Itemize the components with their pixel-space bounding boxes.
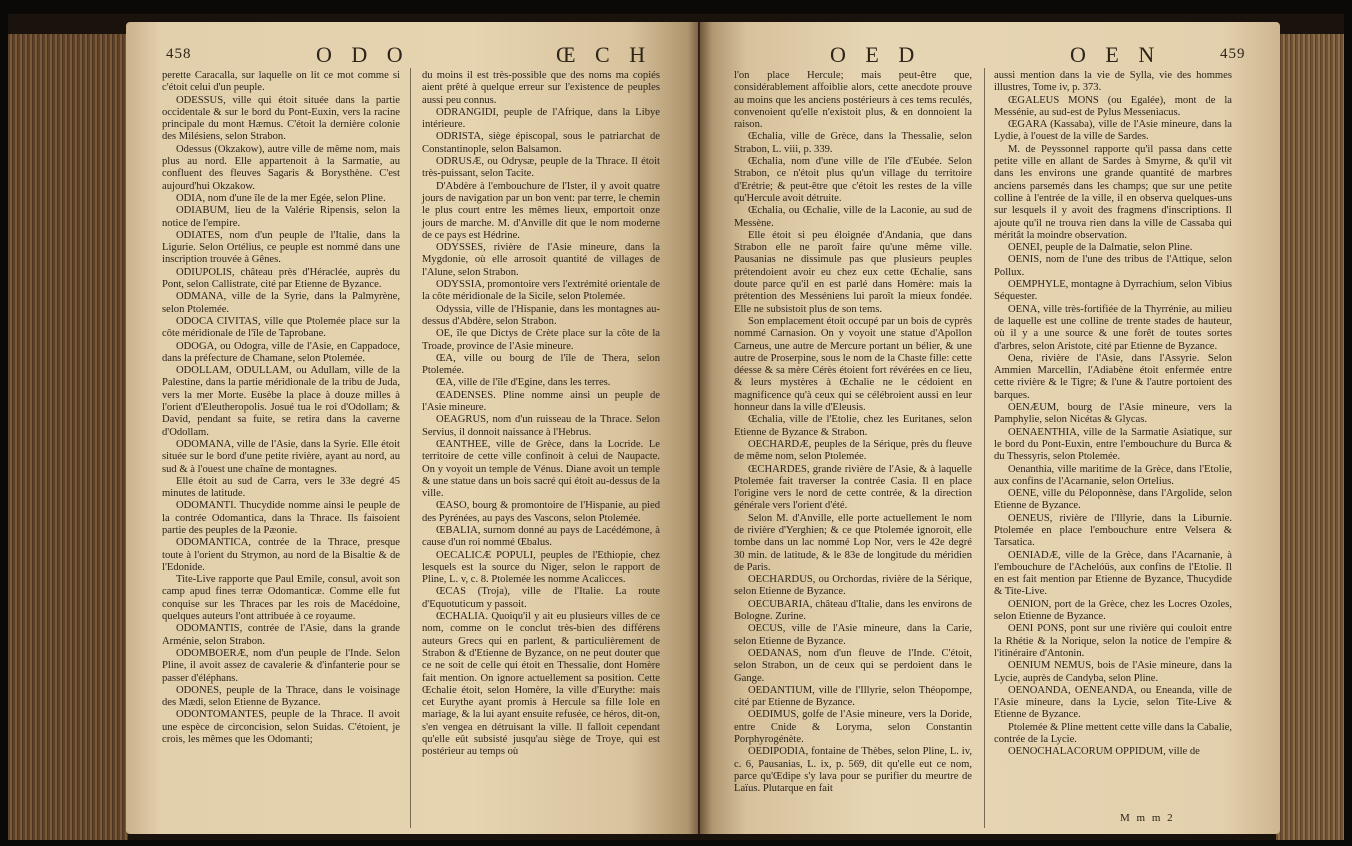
dictionary-entry: OECALICÆ POPULI, peuples de l'Ethiopie, chez lesquels est la source du Niger, selon le rapport de Pline, L. v, c. 8. Ptolemée les nomme Acalicces. bbox=[422, 549, 660, 586]
signature-mark: M m m 2 bbox=[1120, 812, 1175, 824]
column-rule bbox=[984, 68, 985, 828]
dictionary-entry: ODMANA, ville de la Syrie, dans la Palmyrène, selon Ptolemée. bbox=[162, 291, 400, 315]
dictionary-entry: OE, île que Dictys de Crète place sur la côte de la Troade, province de l'Asie mineure. bbox=[422, 328, 660, 352]
dictionary-entry: ŒCHARDES, grande rivière de l'Asie, & à laquelle Ptolemée fait traverser la contrée Casia. Il en place l'origine vers le nord de cette contrée, & la direction générale vers l'orient d'été. bbox=[734, 463, 972, 512]
right-running-head-2: O E N bbox=[1070, 42, 1162, 67]
dictionary-entry: ŒCAS (Troja), ville de l'Italie. La route d'Equotuticum y passoit. bbox=[422, 586, 660, 610]
right-column-2 bbox=[994, 70, 1232, 759]
dictionary-entry: ŒGARA (Kassaba), ville de l'Asie mineure, dans la Lydie, à l'ouest de la ville de Sardes. bbox=[994, 119, 1232, 143]
dictionary-entry: ODRISTA, siège épiscopal, sous le patriarchat de Constantinople, selon Balsamon. bbox=[422, 131, 660, 155]
dictionary-entry: ŒA, ville de l'île d'Egine, dans les terres. bbox=[436, 377, 611, 389]
left-column-1 bbox=[162, 70, 400, 746]
dictionary-entry: Œchalia, ou Œchalie, ville de la Laconie, au sud de Messène. bbox=[734, 205, 972, 229]
dictionary-entry: Œchalia, ville de l'Etolie, chez les Euritanes, selon Etienne de Byzance & Strabon. bbox=[734, 414, 972, 438]
dictionary-entry: ODYSSES, rivière de l'Asie mineure, dans la Mygdonie, où elle arrosoit quantité de villages de l'Alune, selon Strabon. bbox=[422, 242, 660, 278]
dictionary-entry: OENION, port de la Grèce, chez les Locres Ozoles, selon Etienne de Byzance. bbox=[994, 598, 1232, 623]
dictionary-entry: l'on place Hercule; mais peut-être que, considérablement affoiblie alors, cette anecdote prouve au moins que les anciens postérieurs à ces tems reculés, convenoient qu'elle n'existoit plus, & en donnoient la raison. bbox=[734, 70, 972, 131]
dictionary-entry: ŒCHALIA. Quoiqu'il y ait eu plusieurs villes de ce nom, comme on le conclut très-bien des différens auteurs Grecs qui en parlent, & particulièrement de Strabon & d'Etienne de Byzance, on ne peut douter que ce ne soit de celle qui étoit en Thessalie, dont Homère fait mention. On ignore actuellement sa position. Cette Œchalie étoit, selon Homère, la ville d'Eurythe: mais cet Eurythe ayant promis à Hercule sa fille Iole en mariage, & la lui ayant ensuite refusée, ce héros, dit-on, s'en vengea en détruisant la ville. Il falloit cependant qu'elle eût subsisté jusqu'au siège de Troye, qui est postérieur au temps où bbox=[422, 611, 660, 758]
right-column-1 bbox=[734, 70, 972, 796]
dictionary-entry: Ptolemée & Pline mettent cette ville dans la Cabalie, contrée de la Lycie. bbox=[994, 721, 1232, 746]
dictionary-entry: perette Caracalla, sur laquelle on lit ce mot comme si c'étoit celui d'un peuple. bbox=[162, 70, 400, 94]
dictionary-entry: Œchalia, ville de Grèce, dans la Thessalie, selon Strabon, L. viii, p. 339. bbox=[734, 131, 972, 155]
dictionary-entry: ODIATES, nom d'un peuple de l'Italie, dans la Ligurie. Selon Ortélius, ce peuple est nommé dans une inscription trouvée à Gênes. bbox=[162, 229, 400, 266]
right-page bbox=[700, 22, 1280, 834]
dictionary-entry: D'Abdère à l'embouchure de l'Ister, il y avoit quatre jours de navigation par un bon vent: par terre, le chemin le plus court entre les mêmes lieux, emportoit onze jours de marche. M. d'Anville dit que le nom moderne de ce pays est Hédrine. bbox=[422, 180, 660, 241]
column-rule bbox=[410, 68, 411, 828]
dictionary-entry: ODONTOMANTES, peuple de la Thrace. Il avoit une espèce de circoncision, selon Suidas. C'étoient, je crois, les mêmes que les Odomanti; bbox=[162, 709, 400, 746]
dictionary-entry: ODONES, peuple de la Thrace, dans le voisinage des Mædi, selon Etienne de Byzance. bbox=[162, 684, 400, 709]
dictionary-entry: ŒBALIA, surnom donné au pays de Lacédémone, à cause d'un roi nommé Œbalus. bbox=[422, 524, 660, 549]
left-page bbox=[126, 22, 698, 834]
dictionary-entry: ODIA, nom d'une île de la mer Egée, selon Pline. bbox=[176, 192, 386, 204]
dictionary-entry: Oenanthia, ville maritime de la Grèce, dans l'Etolie, aux confins de l'Acarnanie, selon Ortelius. bbox=[994, 463, 1232, 487]
book-gutter bbox=[688, 22, 712, 834]
dictionary-entry: ODRUSÆ, ou Odrysæ, peuple de la Thrace. Il étoit très-puissant, selon Tacite. bbox=[422, 156, 660, 180]
dictionary-entry: ODESSUS, ville qui étoit située dans la partie occidentale & sur le bord du Pont-Euxin, vers la racine principale du mont Hæmus. C'étoit la dernière colonie des Milésiens, selon Strabon. bbox=[162, 94, 400, 143]
left-page-edges bbox=[8, 34, 128, 840]
dictionary-entry: ŒANTHEE, ville de Grèce, dans la Locride. Le territoire de cette ville confinoit à celui de Naupacte. On y voyoit un temple de Vénus. Diane avoit un temple & une statue dans un bois sacré qui étoit au-dessus de la ville. bbox=[422, 438, 661, 500]
dictionary-entry: Odessus (Okzakow), autre ville de même nom, mais plus au nord. Elle appartenoit à la Sarmatie, au confluent des fleuves Sagaris & Borysthène. C'est aujourd'hui Okzakow. bbox=[162, 143, 400, 192]
dictionary-entry: OEDANAS, nom d'un fleuve de l'Inde. C'étoit, selon Strabon, un de ceux qui se perdoient dans le Gange. bbox=[734, 647, 972, 684]
dictionary-entry: ODIABUM, lieu de la Valérie Ripensis, selon la notice de l'empire. bbox=[162, 205, 400, 229]
dictionary-entry: ODYSSIA, promontoire vers l'extrémité orientale de la côte méridionale de la Sicile, selon Ptolemée. bbox=[422, 279, 660, 303]
dictionary-entry: OENAENTHIA, ville de la Sarmatie Asiatique, sur le bord du Pont-Euxin, entre l'embouchure du Burca & du Thessyris, selon Ptolemée. bbox=[994, 426, 1232, 463]
dictionary-entry: ODOCA CIVITAS, ville que Ptolemée place sur la côte méridionale de l'île de Taprobane. bbox=[162, 315, 400, 340]
dictionary-entry: ODOLLAM, ODULLAM, ou Adullam, ville de la Palestine, dans la partie méridionale de la tribu de Juda, vers la mer Morte. Eusèbe la place à douze milles à l'orient d'Eleutheropolis. Josué tua le roi d'Odollam; & David, pendant sa fuite, se retira dans la caverne d'Odollam. bbox=[162, 365, 400, 438]
dictionary-entry: OENEUS, rivière de l'Illyrie, dans la Liburnie. Ptolemée en place l'embouchure entre Velsera & Tarsatica. bbox=[994, 512, 1232, 549]
dictionary-entry: OENEI, peuple de la Dalmatie, selon Pline. bbox=[1008, 242, 1193, 254]
dictionary-entry: M. de Peyssonnel rapporte qu'il passa dans cette petite ville en allant de Sardes à Smyrne, & qu'il vit dans les environs une grande quantité de marbres anciens parsemés dans les champs; que sur une petite colline à l'entrée de la ville, il en observa quelques-uns sur lesquels il y avoit des fragmens d'inscriptions. Il ajoute qu'il ne trouva rien dans la ville de Cassaba qui méritât la moindre observation. bbox=[994, 143, 1232, 241]
book-spread bbox=[8, 14, 1344, 840]
dictionary-entry: OENÆUM, bourg de l'Asie mineure, vers la Pamphylie, selon Nicétas & Glycas. bbox=[994, 402, 1232, 426]
dictionary-entry: ODOMANTIS, contrée de l'Asie, dans la grande Arménie, selon Strabon. bbox=[162, 623, 400, 647]
dictionary-entry: OEMPHYLE, montagne à Dyrrachium, selon Vibius Séquester. bbox=[994, 279, 1232, 303]
dictionary-entry: OECUS, ville de l'Asie mineure, dans la Carie, selon Etienne de Byzance. bbox=[734, 623, 972, 647]
dictionary-entry: aussi mention dans la vie de Sylla, vie des hommes illustres, Tome iv, p. 373. bbox=[994, 70, 1232, 94]
left-page-number: 458 bbox=[166, 46, 192, 62]
dictionary-entry: ODRANGIDI, peuple de l'Afrique, dans la Libye intérieure. bbox=[422, 106, 660, 131]
dictionary-entry: ODOMANA, ville de l'Asie, dans la Syrie. Elle étoit située sur le bord d'une petite rivière, ayant au nord, au sud & à l'ouest une chaîne de montagnes. bbox=[162, 438, 400, 475]
dictionary-entry: OECHARDUS, ou Orchordas, rivière de la Sérique, selon Etienne de Byzance. bbox=[734, 574, 972, 598]
dictionary-entry: ODIUPOLIS, château près d'Héraclée, auprès du Pont, selon Callistrate, cité par Etienne de Byzance. bbox=[162, 266, 400, 291]
dictionary-entry: OEAGRUS, nom d'un ruisseau de la Thrace. Selon Servius, il donnoit naissance à l'Hebrus. bbox=[422, 414, 660, 438]
dictionary-entry: ODOMANTI. Thucydide nomme ainsi le peuple de la contrée Odomantica, dans la Thrace. Ils faisoient partie des peuples de la Pæonie. bbox=[162, 500, 400, 536]
dictionary-entry: ŒADENSES. Pline nomme ainsi un peuple de l'Asie mineure. bbox=[422, 389, 660, 414]
dictionary-entry: Elle étoit si peu éloignée d'Andania, que dans Strabon elle ne paroît faire qu'une même ville. Pausanias ne dissimule pas que plusieurs peuples prétendoient avoir eu chez eux cette Œchalie, sans doute parce qu'il en est parlé dans Homère: mais la prétention des Messéniens lui paroît la mieux fondée. Elle ne subsistoit plus de son tems. bbox=[734, 229, 972, 315]
left-running-head-1: O D O bbox=[316, 42, 410, 67]
dictionary-entry: OENOCHALACORUM OPPIDUM, ville de bbox=[1008, 746, 1200, 758]
right-page-edges bbox=[1276, 34, 1344, 840]
dictionary-entry: OENIUM NEMUS, bois de l'Asie mineure, dans la Lycie, auprès de Candyba, selon Pline. bbox=[994, 660, 1232, 684]
dictionary-entry: ODOMBOERÆ, nom d'un peuple de l'Inde. Selon Pline, il avoit assez de cavalerie & d'infanterie pour se passer d'éléphans. bbox=[162, 647, 400, 684]
dictionary-entry: OENI PONS, pont sur une rivière qui couloit entre la Rhétie & la Norique, selon la notice de l'empire & l'itinéraire d'Antonin. bbox=[994, 623, 1232, 659]
left-column-2 bbox=[422, 70, 660, 759]
dictionary-entry: Œchalia, nom d'une ville de l'île d'Eubée. Selon Strabon, ce n'étoit plus qu'un village du territoire d'Erétrie; & peut-être que c'étoit les restes de la ville qu'Hercule avoit détruite. bbox=[734, 156, 972, 204]
dictionary-entry: OEDIPODIA, fontaine de Thèbes, selon Pline, L. iv, c. 6, Pausanias, L. ix, p. 569, dit qu'elle eut ce nom, parce qu'Œdipe s'y lava pour se purifier du meurtre de Laïus. Plutarque en fait bbox=[734, 746, 972, 795]
right-running-head-1: O E D bbox=[830, 42, 922, 67]
dictionary-entry: OEDIMUS, golfe de l'Asie mineure, vers la Doride, entre Cnide & Loryma, selon Constantin Porphyrogénète. bbox=[734, 709, 972, 746]
dictionary-entry: OENE, ville du Péloponnèse, dans l'Argolide, selon Etienne de Byzance. bbox=[994, 488, 1232, 512]
dictionary-entry: OENA, ville très-fortifiée de la Thyrrénie, au milieu de laquelle est une colline de trente stades de hauteur, où il y a une source & une forêt de toutes sortes d'arbres, selon Aristote, cité par Etienne de Byzance. bbox=[994, 303, 1232, 352]
dictionary-entry: Elle étoit au sud de Carra, vers le 33e degré 45 minutes de latitude. bbox=[162, 475, 400, 500]
dictionary-entry: ŒA, ville ou bourg de l'île de Thera, selon Ptolemée. bbox=[422, 352, 660, 377]
dictionary-entry: du moins il est très-possible que des noms ma copiés aient prêté à quelque erreur sur l'existence de peuples aussi peu connus. bbox=[422, 70, 660, 106]
dictionary-entry: Odyssia, ville de l'Hispanie, dans les montagnes au-dessus d'Abdère, selon Strabon. bbox=[422, 303, 660, 327]
left-running-head-2: Œ C H bbox=[556, 42, 653, 67]
dictionary-entry: ODOGA, ou Odogra, ville de l'Asie, en Cappadoce, dans la préfecture de Chamane, selon Ptolemée. bbox=[162, 340, 400, 364]
dictionary-entry: Selon M. d'Anville, elle porte actuellement le nom de rivière d'Yerghien; & ce que Ptolemée ignoroit, elle tombe dans un lac nommé Lop Nor, vers le 42e degré 30 min. de latitude, & le 83e de longitude du méridien de Paris. bbox=[734, 512, 972, 573]
dictionary-entry: OEDANTIUM, ville de l'Illyrie, selon Théopompe, cité par Etienne de Byzance. bbox=[734, 684, 972, 709]
dictionary-entry: OENOANDA, OENEANDA, ou Eneanda, ville de l'Asie mineure, dans la Lycie, selon Tite-Live & Etienne de Byzance. bbox=[994, 684, 1232, 721]
right-page-number: 459 bbox=[1220, 46, 1246, 62]
dictionary-entry: Oena, rivière de l'Asie, dans l'Assyrie. Selon Ammien Marcellin, l'Adiabène étoit enfermée entre cette rivière & le Tigre; & l'une & l'autre portoient des barques. bbox=[994, 352, 1232, 401]
dictionary-entry: OECHARDÆ, peuples de la Sérique, près du fleuve de même nom, selon Ptolemée. bbox=[734, 438, 972, 463]
dictionary-entry: ŒGALEUS MONS (ou Egalée), mont de la Messénie, au sud-est de Pylus Messeniacus. bbox=[994, 94, 1232, 118]
dictionary-entry: ŒASO, bourg & promontoire de l'Hispanie, au pied des Pyrénées, au pays des Vascons, selon Ptolemée. bbox=[422, 500, 660, 524]
dictionary-entry: Son emplacement étoit occupé par un bois de cyprès nommé Carnasion. On y voyoit une statue d'Apollon Carneus, une autre de Mercure portant un bélier, & une autre de Proserpine, sous le nom de la Chaste fille: cette déesse & sa mère Cérès étoient fort révérées en ce lieu, & leurs mystères à Œchalie ne le cédoient en magnificence qu'à ceux qui se célébroient aussi en leur honneur dans la ville d'Eleusis. bbox=[734, 315, 972, 414]
dictionary-entry: OENIADÆ, ville de la Grèce, dans l'Acarnanie, à l'embouchure de l'Achelóüs, aux confins de l'Etolie. Il en est fait mention par Etienne de Byzance, Thucydide & Tite-Live. bbox=[994, 549, 1232, 598]
dictionary-entry: ODOMANTICA, contrée de la Thrace, presque toute à l'orient du Strymon, au nord de la Bisaltie & de l'Edonide. bbox=[162, 537, 400, 573]
dictionary-entry: OENIS, nom de l'une des tribus de l'Attique, selon Pollux. bbox=[994, 254, 1232, 278]
dictionary-entry: OECUBARIA, château d'Italie, dans les environs de Bologne. Zurine. bbox=[734, 598, 972, 623]
dictionary-entry: Tite-Live rapporte que Paul Emile, consul, avoit son camp apud fines terræ Odomanticæ. Comme elle fut conquise sur les Thraces par les rois de Macédoine, quelques auteurs l'ont attribuée à ce royaume. bbox=[162, 574, 400, 623]
